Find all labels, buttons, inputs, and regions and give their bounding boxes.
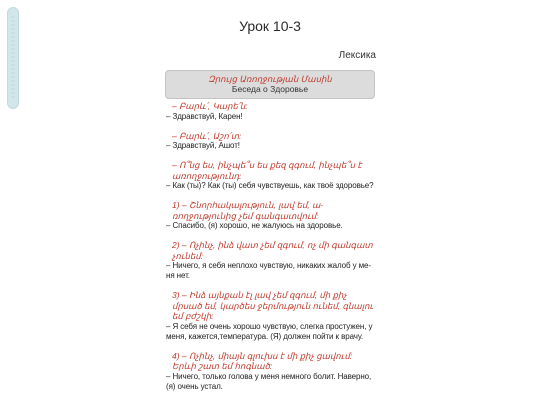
russian-translation: – Здравствуй, Ашот! xyxy=(166,141,240,150)
page-title: Урок 10-3 xyxy=(239,18,301,34)
armenian-line: – Բարև՛, Կարե՛ն: xyxy=(172,101,248,111)
dialogue-entry xyxy=(166,290,376,342)
section-label: Лексика xyxy=(338,50,376,61)
russian-translation: – Ничего, я себя неплохо чувствую, никаких жалоб у ме-ня нет. xyxy=(166,261,371,280)
armenian-line: – Բարև՛, Աշո՛տ: xyxy=(172,130,242,141)
topic-header xyxy=(165,70,375,99)
russian-translation: – Ничего, только голова у меня немного болит. Наверно, (я) очень устал. xyxy=(166,371,372,391)
dialogue-entry xyxy=(166,351,376,392)
armenian-line: – Ո՞նց ես, ինչպե՞ս ես քեզ զգում, ինչպե՞ս է առողջությունդ: xyxy=(172,160,362,181)
armenian-line: 2) – Ոչինչ, ինձ վատ չեմ զգում, ոչ մի գանգատ չունեմ: xyxy=(172,240,373,261)
dialogue-entry xyxy=(166,131,376,152)
topic-title-russian: Беседа о Здоровье xyxy=(231,84,309,94)
russian-translation: – Как (ты)? Как (ты) себя чувствуешь, как твоё здоровье? xyxy=(166,181,374,190)
russian-translation: – Я себя не очень хорошо чувствую, слегка простужен, у меня, кажется,температура. (Я) должен пойти к врачу. xyxy=(166,321,373,341)
armenian-line: 3) – Ինձ այնքան էլ լավ չեմ զգում, մի քիչ մրսած եմ, կարծես ջերմություն ունեմ, գնալու եմ բժշկի: xyxy=(172,290,374,321)
dialogue-entry xyxy=(166,160,376,191)
dialogue-content xyxy=(166,101,376,401)
armenian-line: 1) – Շնորհակալություն, լավ եմ, ա-ռողջությունից չեմ գանգատվում: xyxy=(172,200,324,221)
russian-translation: – Здравствуй, Карен! xyxy=(166,111,243,121)
dialogue-entry xyxy=(166,101,376,122)
dialogue-entry xyxy=(166,200,376,231)
topic-title-armenian: Զրույց Առողջության Մասին xyxy=(208,74,332,84)
dialogue-entry xyxy=(166,240,376,281)
russian-translation: – Спасибо, (я) хорошо, не жалуюсь на здоровье. xyxy=(166,221,343,230)
armenian-line: 4) – Ոչինչ, միայն գլուխս է մի քիչ ցավում: Երևի շատ եմ հոգնած: xyxy=(172,350,353,371)
